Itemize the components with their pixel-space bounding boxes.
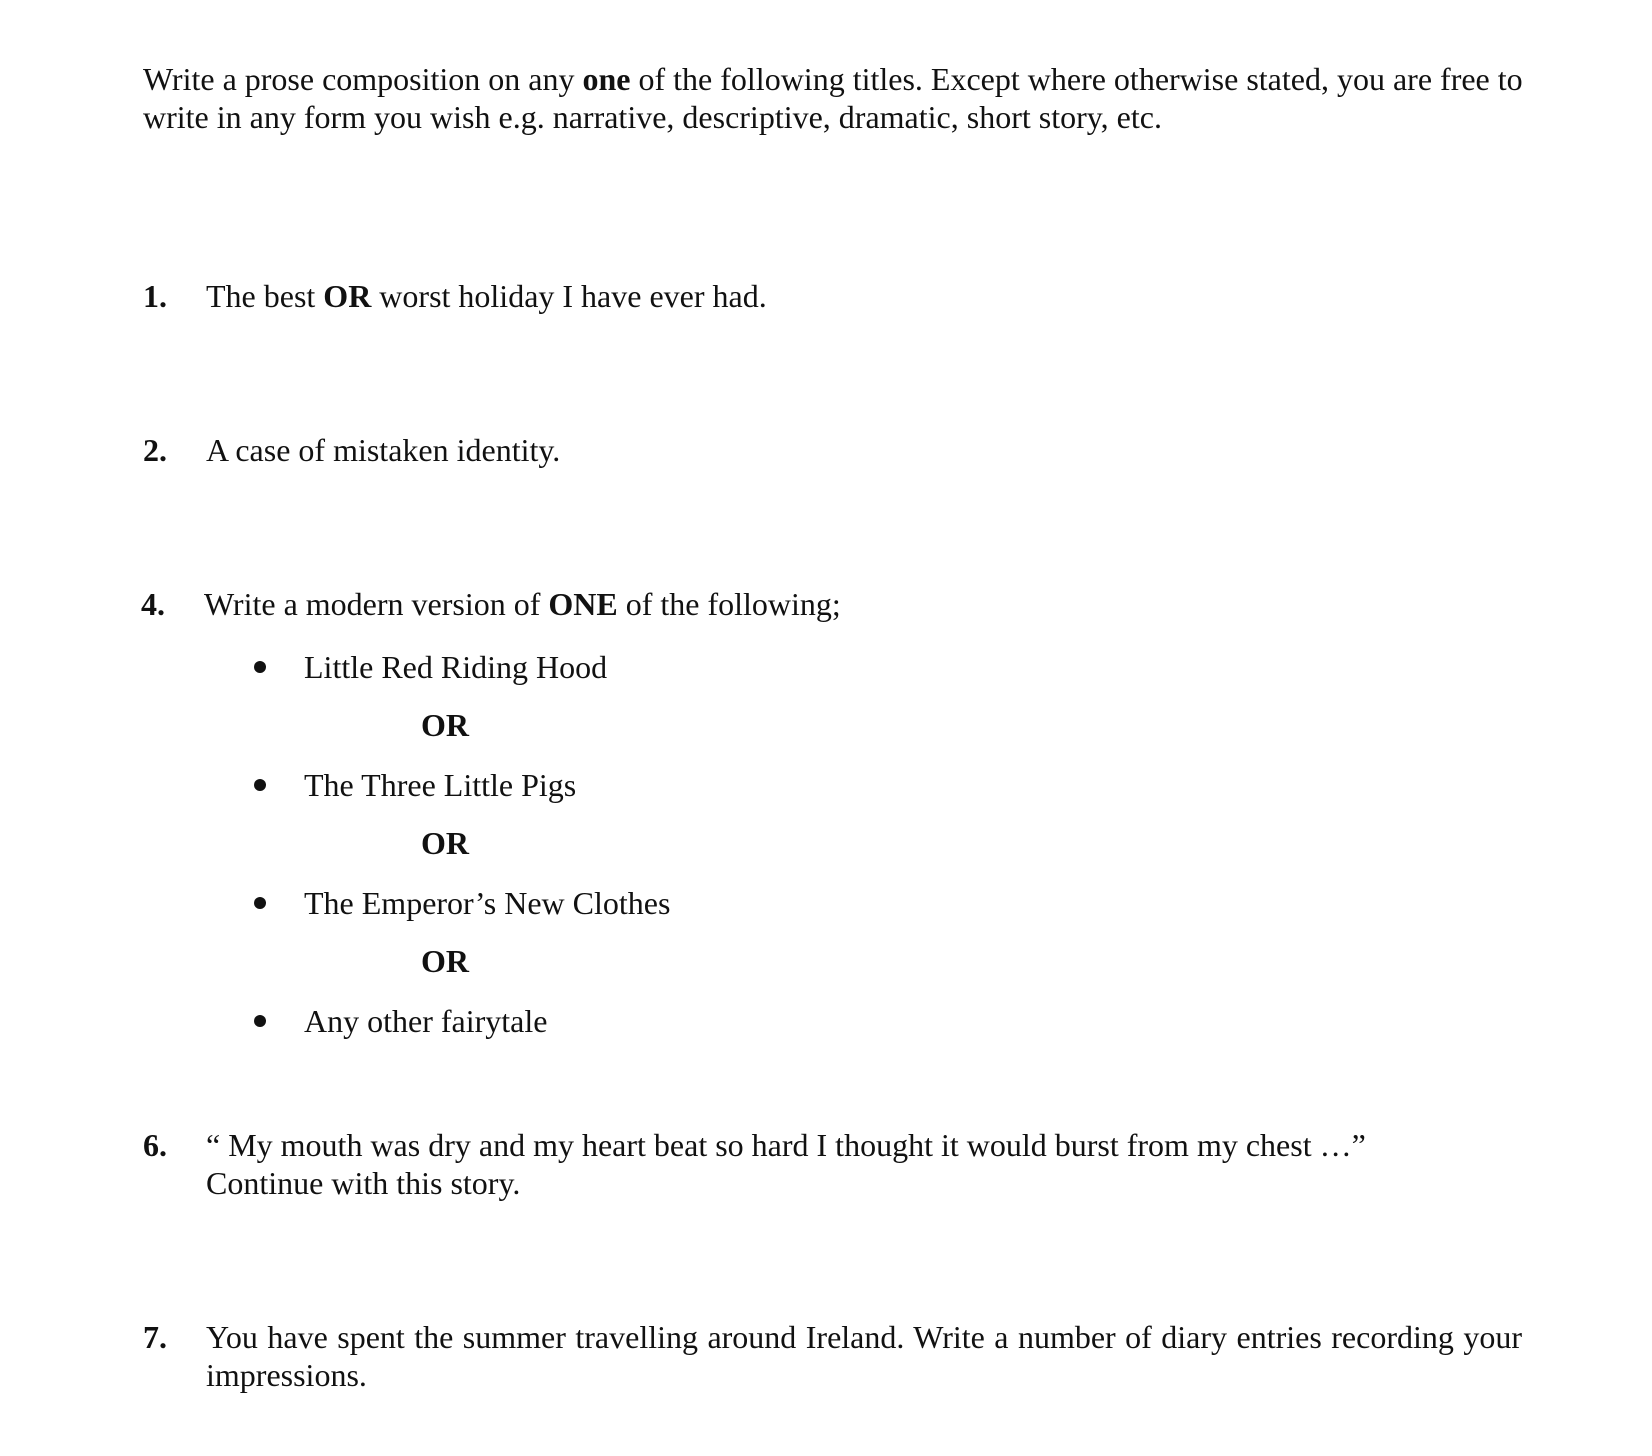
question-2-text: A case of mistaken identity.: [206, 432, 561, 468]
question-2-number: 2.: [143, 432, 167, 468]
bullet-icon: [254, 661, 266, 673]
bullet-icon: [254, 779, 266, 791]
option-three-little-pigs: The Three Little Pigs: [304, 767, 577, 803]
instructions-text-start: Write a prose composition on any: [143, 61, 583, 97]
question-4-number: 4.: [141, 586, 165, 622]
question-4-text: [204, 585, 1524, 623]
question-1-text-end: worst holiday I have ever had.: [371, 278, 767, 314]
instructions-paragraph: [143, 60, 1563, 136]
question-4-text-end: of the following;: [617, 586, 841, 622]
question-6-instruction: Continue with this story.: [206, 1165, 521, 1201]
or-separator: OR: [421, 825, 469, 861]
option-little-red-riding-hood: Little Red Riding Hood: [304, 649, 608, 685]
bullet-icon: [254, 1015, 266, 1027]
bullet-icon: [254, 897, 266, 909]
question-4-text-start: Write a modern version of: [204, 586, 549, 622]
question-7-text: You have spent the summer travelling around Ireland. Write a number of diary entries recording your impressions.: [206, 1319, 1522, 1393]
question-1-text-start: The best: [206, 278, 324, 314]
option-any-other-fairytale: Any other fairytale: [304, 1003, 548, 1039]
question-6-text: [206, 1126, 1526, 1202]
question-6-number: 6.: [143, 1127, 167, 1163]
or-separator: OR: [421, 707, 469, 743]
question-1-text: [206, 277, 1526, 315]
instructions-emphasis: one: [582, 61, 631, 97]
question-6-quote: “ My mouth was dry and my heart beat so hard I thought it would burst from my chest …”: [206, 1127, 1366, 1163]
option-emperors-new-clothes: The Emperor’s New Clothes: [304, 885, 671, 921]
or-separator: OR: [421, 943, 469, 979]
question-1-emphasis: OR: [323, 278, 372, 314]
question-1-number: 1.: [143, 278, 167, 314]
instructions-text-end: of the following titles. Except where otherwise stated, you are free to write in any form you wish e.g. narrative, descriptive, dramatic, short story, etc.: [143, 61, 1523, 135]
question-7-number: 7.: [143, 1319, 167, 1355]
question-4-emphasis: ONE: [548, 586, 618, 622]
